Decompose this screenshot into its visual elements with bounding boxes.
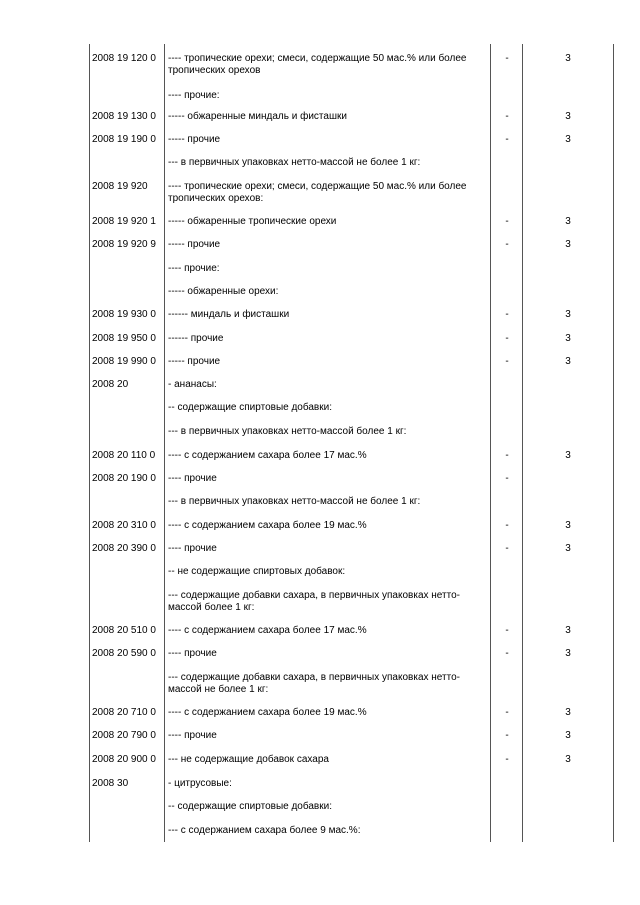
- description-cell: ---- с содержанием сахара более 17 мас.%: [168, 625, 367, 636]
- description-cell: ---- с содержанием сахара более 19 мас.%: [168, 520, 367, 531]
- code-cell: 2008 19 120 0: [92, 53, 156, 64]
- description-cell: ---- прочие: [168, 473, 217, 484]
- rate-cell: 3: [565, 648, 571, 659]
- table-border-code-desc: [164, 44, 165, 842]
- description-cell: -- не содержащие спиртовых добавок:: [168, 566, 346, 577]
- code-cell: 2008 19 950 0: [92, 333, 156, 344]
- description-cell: ---- прочие: [168, 543, 217, 554]
- duty-cell: -: [505, 520, 509, 531]
- description-cell: ---- с содержанием сахара более 17 мас.%: [168, 450, 367, 461]
- code-cell: 2008 20 190 0: [92, 473, 156, 484]
- description-cell: ---- прочие: [168, 730, 217, 741]
- description-cell: -- содержащие спиртовые добавки:: [168, 801, 332, 812]
- duty-cell: -: [505, 356, 509, 367]
- rate-cell: 3: [565, 356, 571, 367]
- duty-cell: -: [505, 450, 509, 461]
- duty-cell: -: [505, 53, 509, 64]
- description-cell: --- в первичных упаковках нетто-массой не более 1 кг:: [168, 496, 421, 507]
- code-cell: 2008 19 930 0: [92, 309, 156, 320]
- description-cell: ----- обжаренные орехи:: [168, 286, 279, 297]
- duty-cell: -: [505, 473, 509, 484]
- description-cell: -- содержащие спиртовые добавки:: [168, 402, 332, 413]
- code-cell: 2008 20 900 0: [92, 754, 156, 765]
- rate-cell: 3: [565, 134, 571, 145]
- description-cell: ----- обжаренные тропические орехи: [168, 216, 337, 227]
- rate-cell: 3: [565, 625, 571, 636]
- code-cell: 2008 19 190 0: [92, 134, 156, 145]
- rate-cell: 3: [565, 520, 571, 531]
- description-cell: ---- тропические орехи; смеси, содержащие 50 мас.% или более тропических орехов:: [168, 181, 467, 204]
- description-cell: --- в первичных упаковках нетто-массой более 1 кг:: [168, 426, 407, 437]
- table-border-duty-rate: [522, 44, 523, 842]
- duty-cell: -: [505, 730, 509, 741]
- code-cell: 2008 20 590 0: [92, 648, 156, 659]
- description-cell: ---- прочие:: [168, 90, 220, 101]
- rate-cell: 3: [565, 543, 571, 554]
- description-cell: ----- обжаренные миндаль и фисташки: [168, 111, 347, 122]
- description-cell: ----- прочие: [168, 134, 221, 145]
- rate-cell: 3: [565, 730, 571, 741]
- code-cell: 2008 20: [92, 379, 129, 390]
- description-cell: --- с содержанием сахара более 9 мас.%:: [168, 825, 361, 836]
- rate-cell: 3: [565, 111, 571, 122]
- rate-cell: 3: [565, 53, 571, 64]
- code-cell: 2008 30: [92, 778, 129, 789]
- description-cell: ---- тропические орехи; смеси, содержащие 50 мас.% или более тропических орехов: [168, 53, 467, 76]
- duty-cell: -: [505, 648, 509, 659]
- code-cell: 2008 19 920: [92, 181, 148, 192]
- duty-cell: -: [505, 333, 509, 344]
- code-cell: 2008 20 310 0: [92, 520, 156, 531]
- duty-cell: -: [505, 707, 509, 718]
- code-cell: 2008 19 920 1: [92, 216, 156, 227]
- code-cell: 2008 20 510 0: [92, 625, 156, 636]
- description-cell: --- содержащие добавки сахара, в первичных упаковках нетто-массой более 1 кг:: [168, 590, 460, 613]
- description-cell: --- в первичных упаковках нетто-массой не более 1 кг:: [168, 157, 421, 168]
- rate-cell: 3: [565, 333, 571, 344]
- code-cell: 2008 20 390 0: [92, 543, 156, 554]
- code-cell: 2008 19 990 0: [92, 356, 156, 367]
- description-cell: --- содержащие добавки сахара, в первичных упаковках нетто-массой не более 1 кг:: [168, 672, 460, 695]
- rate-cell: 3: [565, 309, 571, 320]
- duty-cell: -: [505, 625, 509, 636]
- table-border-desc-duty: [490, 44, 491, 842]
- duty-cell: -: [505, 134, 509, 145]
- duty-cell: -: [505, 309, 509, 320]
- rate-cell: 3: [565, 239, 571, 250]
- description-cell: ------ миндаль и фисташки: [168, 309, 290, 320]
- description-cell: ----- прочие: [168, 239, 221, 250]
- rate-cell: 3: [565, 450, 571, 461]
- code-cell: 2008 19 920 9: [92, 239, 156, 250]
- description-cell: ------ прочие: [168, 333, 224, 344]
- description-cell: - цитрусовые:: [168, 778, 232, 789]
- description-cell: ---- прочие: [168, 648, 217, 659]
- rate-cell: 3: [565, 707, 571, 718]
- description-cell: ---- с содержанием сахара более 19 мас.%: [168, 707, 367, 718]
- description-cell: --- не содержащие добавок сахара: [168, 754, 329, 765]
- duty-cell: -: [505, 111, 509, 122]
- table-border-right: [613, 44, 614, 842]
- duty-cell: -: [505, 239, 509, 250]
- description-cell: ----- прочие: [168, 356, 221, 367]
- table-border-left: [89, 44, 90, 842]
- description-cell: - ананасы:: [168, 379, 217, 390]
- rate-cell: 3: [565, 216, 571, 227]
- duty-cell: -: [505, 754, 509, 765]
- duty-cell: -: [505, 543, 509, 554]
- code-cell: 2008 20 790 0: [92, 730, 156, 741]
- duty-cell: -: [505, 216, 509, 227]
- code-cell: 2008 20 110 0: [92, 450, 156, 461]
- code-cell: 2008 19 130 0: [92, 111, 156, 122]
- code-cell: 2008 20 710 0: [92, 707, 156, 718]
- rate-cell: 3: [565, 754, 571, 765]
- description-cell: ---- прочие:: [168, 263, 220, 274]
